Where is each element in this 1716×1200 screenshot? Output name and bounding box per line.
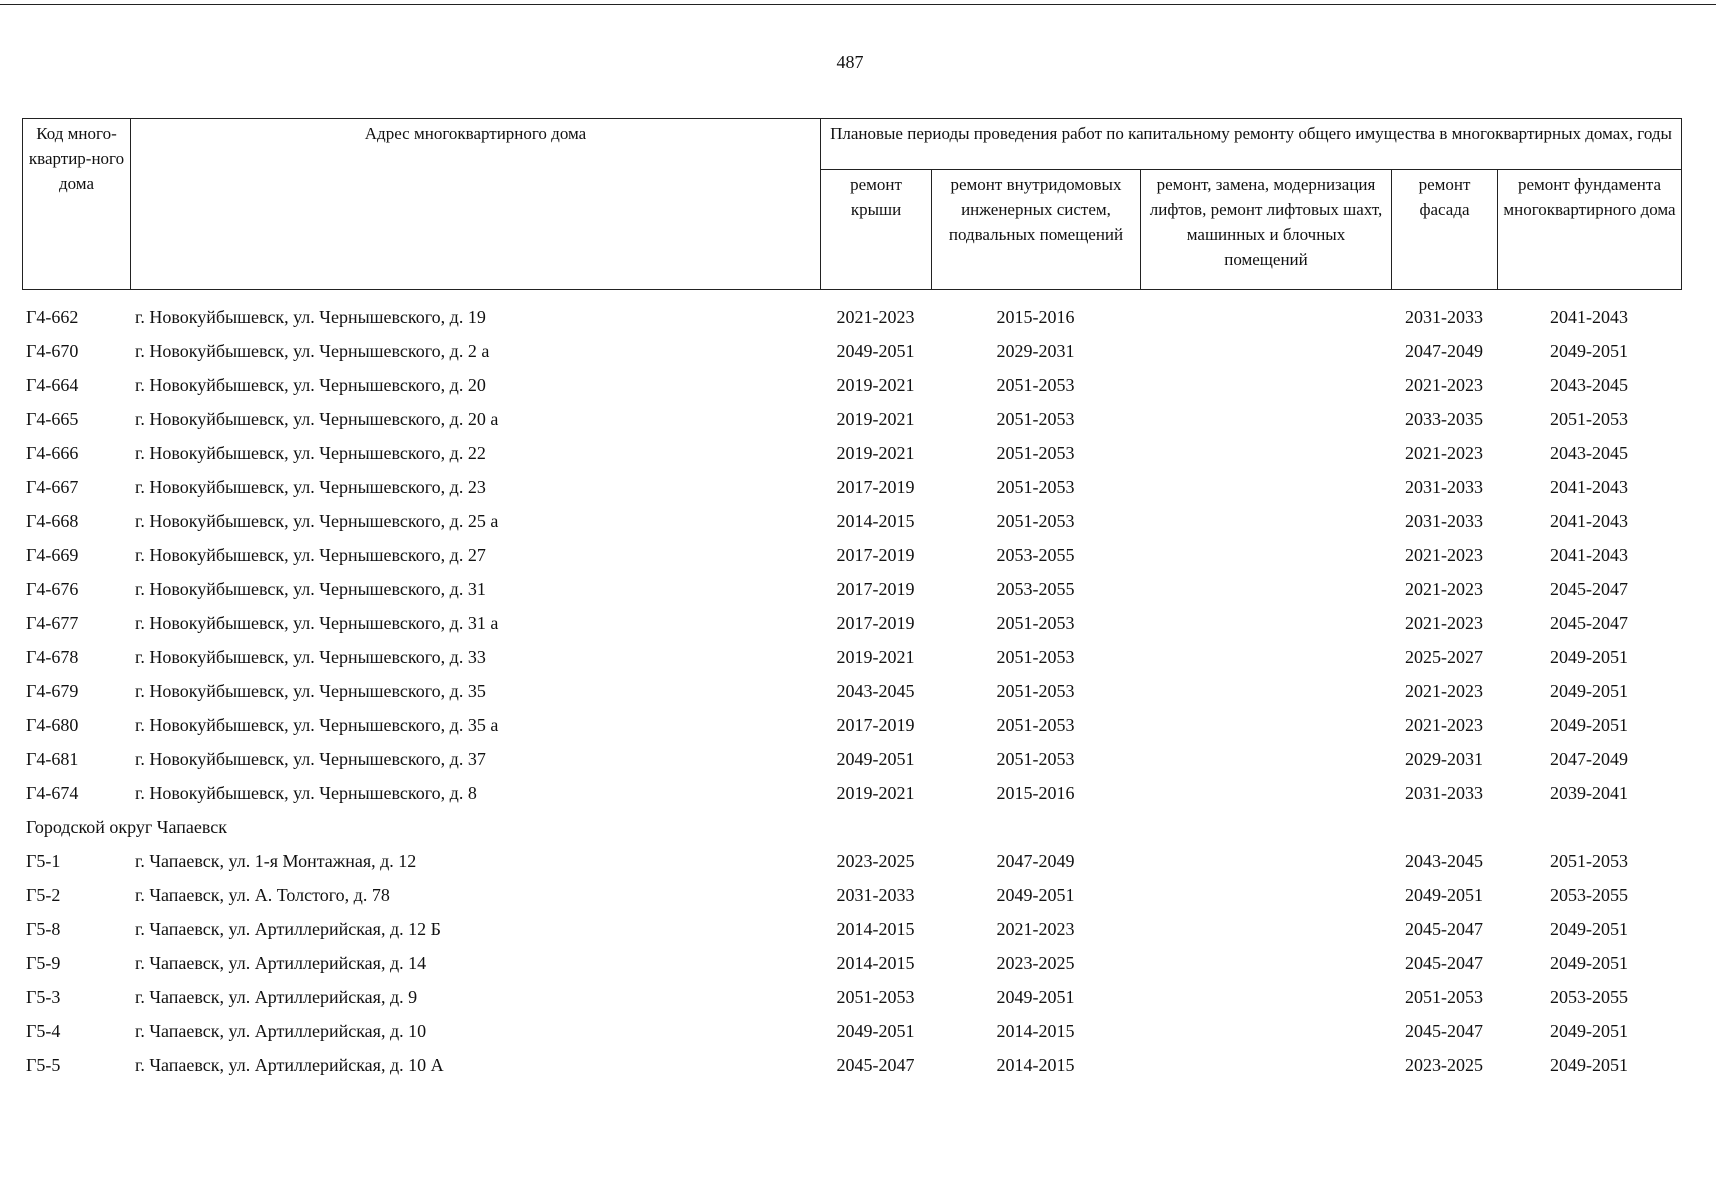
row-lifts-period xyxy=(1140,912,1391,946)
row-systems-period: 2023-2025 xyxy=(996,952,1075,973)
row-code: Г5-1 xyxy=(26,850,61,871)
row-roof-period: 2049-2051 xyxy=(836,340,915,361)
row-foundation-period: 2043-2045 xyxy=(1550,374,1628,395)
row-lifts-period xyxy=(1140,436,1391,470)
row-foundation-period: 2041-2043 xyxy=(1550,476,1628,497)
row-roof-period: 2017-2019 xyxy=(836,612,915,633)
row-systems-period: 2051-2053 xyxy=(996,408,1075,429)
row-address: г. Новокуйбышевск, ул. Чернышевского, д. 20 xyxy=(135,374,486,395)
row-roof-period: 2019-2021 xyxy=(836,646,915,667)
row-foundation-period: 2049-2051 xyxy=(1550,1054,1628,1075)
row-facade-period: 2021-2023 xyxy=(1405,578,1483,599)
row-systems-period: 2051-2053 xyxy=(996,680,1075,701)
row-code: Г4-664 xyxy=(26,374,79,395)
row-roof-period: 2043-2045 xyxy=(836,680,915,701)
table-row xyxy=(22,1048,1681,1082)
row-facade-period: 2021-2023 xyxy=(1405,612,1483,633)
row-systems-period: 2051-2053 xyxy=(996,442,1075,463)
row-code: Г5-8 xyxy=(26,918,61,939)
row-foundation-period: 2041-2043 xyxy=(1550,306,1628,327)
row-lifts-period xyxy=(1140,1048,1391,1082)
row-facade-period: 2021-2023 xyxy=(1405,680,1483,701)
table-row xyxy=(22,708,1681,742)
row-address: г. Чапаевск, ул. Артиллерийская, д. 14 xyxy=(135,952,427,973)
table-row xyxy=(22,878,1681,912)
row-lifts-period xyxy=(1140,606,1391,640)
row-foundation-period: 2049-2051 xyxy=(1550,340,1628,361)
row-facade-period: 2049-2051 xyxy=(1405,884,1483,905)
row-systems-period: 2053-2055 xyxy=(996,544,1075,565)
table-row xyxy=(22,844,1681,878)
row-foundation-period: 2043-2045 xyxy=(1550,442,1628,463)
row-roof-period: 2014-2015 xyxy=(836,510,915,531)
row-foundation-period: 2041-2043 xyxy=(1550,544,1628,565)
row-facade-period: 2045-2047 xyxy=(1405,918,1483,939)
row-systems-period: 2049-2051 xyxy=(996,986,1075,1007)
row-systems-period: 2047-2049 xyxy=(996,850,1075,871)
row-systems-period: 2051-2053 xyxy=(996,476,1075,497)
row-lifts-period xyxy=(1140,504,1391,538)
row-lifts-period xyxy=(1140,674,1391,708)
row-address: г. Чапаевск, ул. Артиллерийская, д. 12 Б xyxy=(135,918,441,939)
row-foundation-period: 2051-2053 xyxy=(1550,850,1628,871)
row-code: Г4-668 xyxy=(26,510,79,531)
row-address: г. Новокуйбышевск, ул. Чернышевского, д. 35 xyxy=(135,680,486,701)
row-address: г. Новокуйбышевск, ул. Чернышевского, д. 25 а xyxy=(135,510,499,531)
row-systems-period: 2051-2053 xyxy=(996,714,1075,735)
row-lifts-period xyxy=(1140,368,1391,402)
header-table xyxy=(22,118,1682,290)
row-facade-period: 2029-2031 xyxy=(1405,748,1483,769)
row-lifts-period xyxy=(1140,300,1391,334)
row-roof-period: 2017-2019 xyxy=(836,476,915,497)
row-address: г. Новокуйбышевск, ул. Чернышевского, д. 8 xyxy=(135,782,477,803)
row-facade-period: 2047-2049 xyxy=(1405,340,1483,361)
row-systems-period: 2021-2023 xyxy=(996,918,1075,939)
row-code: Г5-9 xyxy=(26,952,61,973)
row-roof-period: 2049-2051 xyxy=(836,1020,915,1041)
row-code: Г4-669 xyxy=(26,544,79,565)
table-row xyxy=(22,912,1681,946)
row-code: Г5-3 xyxy=(26,986,61,1007)
row-code: Г4-677 xyxy=(26,612,79,633)
row-facade-period: 2025-2027 xyxy=(1405,646,1483,667)
row-lifts-period xyxy=(1140,572,1391,606)
row-code: Г4-681 xyxy=(26,748,79,769)
row-code: Г4-674 xyxy=(26,782,79,803)
row-systems-period: 2015-2016 xyxy=(996,782,1075,803)
table-row xyxy=(22,742,1681,776)
row-lifts-period xyxy=(1140,776,1391,810)
header-lifts: ремонт, замена, модернизация лифтов, ремонт лифтовых шахт, машинных и блочных помещений xyxy=(1141,169,1392,289)
row-foundation-period: 2047-2049 xyxy=(1550,748,1628,769)
table-row xyxy=(22,572,1681,606)
row-lifts-period xyxy=(1140,742,1391,776)
row-foundation-period: 2049-2051 xyxy=(1550,1020,1628,1041)
row-systems-period: 2015-2016 xyxy=(996,306,1075,327)
row-lifts-period xyxy=(1140,402,1391,436)
table-row xyxy=(22,776,1681,810)
row-address: г. Чапаевск, ул. Артиллерийская, д. 10 А xyxy=(135,1054,444,1075)
row-facade-period: 2031-2033 xyxy=(1405,476,1483,497)
table-row xyxy=(22,402,1681,436)
row-systems-period: 2029-2031 xyxy=(996,340,1075,361)
header-systems: ремонт внутридомовых инженерных систем, подвальных помещений xyxy=(932,169,1141,289)
row-systems-period: 2014-2015 xyxy=(996,1054,1075,1075)
row-lifts-period xyxy=(1140,640,1391,674)
row-foundation-period: 2049-2051 xyxy=(1550,918,1628,939)
row-foundation-period: 2049-2051 xyxy=(1550,646,1628,667)
row-code: Г4-666 xyxy=(26,442,79,463)
header-facade: ремонт фасада xyxy=(1392,169,1498,289)
row-facade-period: 2045-2047 xyxy=(1405,1020,1483,1041)
header-foundation: ремонт фундамента многоквартирного дома xyxy=(1498,169,1682,289)
row-foundation-period: 2049-2051 xyxy=(1550,952,1628,973)
row-address: г. Чапаевск, ул. Артиллерийская, д. 9 xyxy=(135,986,418,1007)
row-address: г. Новокуйбышевск, ул. Чернышевского, д. 20 а xyxy=(135,408,499,429)
row-foundation-period: 2041-2043 xyxy=(1550,510,1628,531)
section-row xyxy=(22,810,1681,844)
row-facade-period: 2033-2035 xyxy=(1405,408,1483,429)
row-code: Г4-679 xyxy=(26,680,79,701)
row-facade-period: 2043-2045 xyxy=(1405,850,1483,871)
row-roof-period: 2051-2053 xyxy=(836,986,915,1007)
header-code: Код много-квартир-ного дома xyxy=(23,119,131,290)
row-foundation-period: 2045-2047 xyxy=(1550,612,1628,633)
table-row xyxy=(22,300,1681,334)
row-foundation-period: 2045-2047 xyxy=(1550,578,1628,599)
row-roof-period: 2021-2023 xyxy=(836,306,915,327)
row-address: г. Новокуйбышевск, ул. Чернышевского, д. 19 xyxy=(135,306,486,327)
row-code: Г4-665 xyxy=(26,408,79,429)
row-roof-period: 2014-2015 xyxy=(836,918,915,939)
row-foundation-period: 2053-2055 xyxy=(1550,986,1628,1007)
row-address: г. Новокуйбышевск, ул. Чернышевского, д. 31 xyxy=(135,578,486,599)
table-row xyxy=(22,436,1681,470)
table-row xyxy=(22,980,1681,1014)
row-roof-period: 2031-2033 xyxy=(836,884,915,905)
row-code: Г4-676 xyxy=(26,578,79,599)
row-roof-period: 2019-2021 xyxy=(836,782,915,803)
row-lifts-period xyxy=(1140,708,1391,742)
row-facade-period: 2021-2023 xyxy=(1405,442,1483,463)
row-code: Г5-5 xyxy=(26,1054,61,1075)
row-code: Г4-667 xyxy=(26,476,79,497)
table-row xyxy=(22,1014,1681,1048)
row-roof-period: 2019-2021 xyxy=(836,408,915,429)
page-number: 487 xyxy=(836,52,864,72)
row-roof-period: 2014-2015 xyxy=(836,952,915,973)
row-code: Г5-2 xyxy=(26,884,61,905)
header-address: Адрес многоквартирного дома xyxy=(131,119,821,290)
row-lifts-period xyxy=(1140,980,1391,1014)
row-address: г. Новокуйбышевск, ул. Чернышевского, д. 23 xyxy=(135,476,486,497)
header-periods-group: Плановые периоды проведения работ по капитальному ремонту общего имущества в многоквартирных домах, годы xyxy=(821,119,1682,170)
row-facade-period: 2031-2033 xyxy=(1405,510,1483,531)
row-foundation-period: 2039-2041 xyxy=(1550,782,1628,803)
row-address: г. Новокуйбышевск, ул. Чернышевского, д. 2 а xyxy=(135,340,490,361)
row-systems-period: 2051-2053 xyxy=(996,612,1075,633)
row-foundation-period: 2049-2051 xyxy=(1550,714,1628,735)
data-body xyxy=(22,300,1681,1082)
table-row xyxy=(22,368,1681,402)
row-systems-period: 2051-2053 xyxy=(996,374,1075,395)
row-lifts-period xyxy=(1140,946,1391,980)
row-foundation-period: 2051-2053 xyxy=(1550,408,1628,429)
row-facade-period: 2031-2033 xyxy=(1405,782,1483,803)
row-systems-period: 2014-2015 xyxy=(996,1020,1075,1041)
row-lifts-period xyxy=(1140,878,1391,912)
row-roof-period: 2019-2021 xyxy=(836,442,915,463)
row-roof-period: 2017-2019 xyxy=(836,544,915,565)
table-row xyxy=(22,640,1681,674)
row-facade-period: 2021-2023 xyxy=(1405,374,1483,395)
table-row xyxy=(22,504,1681,538)
row-address: г. Новокуйбышевск, ул. Чернышевского, д. 31 а xyxy=(135,612,499,633)
table-row xyxy=(22,674,1681,708)
row-roof-period: 2019-2021 xyxy=(836,374,915,395)
row-code: Г4-670 xyxy=(26,340,79,361)
row-facade-period: 2031-2033 xyxy=(1405,306,1483,327)
row-address: г. Новокуйбышевск, ул. Чернышевского, д. 27 xyxy=(135,544,486,565)
row-address: г. Чапаевск, ул. Артиллерийская, д. 10 xyxy=(135,1020,427,1041)
row-facade-period: 2023-2025 xyxy=(1405,1054,1483,1075)
row-address: г. Новокуйбышевск, ул. Чернышевского, д. 33 xyxy=(135,646,486,667)
row-systems-period: 2051-2053 xyxy=(996,748,1075,769)
data-table xyxy=(22,300,1681,1082)
row-roof-period: 2017-2019 xyxy=(836,578,915,599)
row-lifts-period xyxy=(1140,470,1391,504)
row-systems-period: 2053-2055 xyxy=(996,578,1075,599)
row-lifts-period xyxy=(1140,1014,1391,1048)
row-address: г. Новокуйбышевск, ул. Чернышевского, д. 35 а xyxy=(135,714,499,735)
row-systems-period: 2049-2051 xyxy=(996,884,1075,905)
row-roof-period: 2023-2025 xyxy=(836,850,915,871)
table-row xyxy=(22,946,1681,980)
row-lifts-period xyxy=(1140,538,1391,572)
row-code: Г4-662 xyxy=(26,306,79,327)
row-code: Г4-678 xyxy=(26,646,79,667)
row-foundation-period: 2049-2051 xyxy=(1550,680,1628,701)
table-row xyxy=(22,606,1681,640)
row-systems-period: 2051-2053 xyxy=(996,646,1075,667)
row-lifts-period xyxy=(1140,334,1391,368)
row-address: г. Чапаевск, ул. 1-я Монтажная, д. 12 xyxy=(135,850,417,871)
table-row xyxy=(22,470,1681,504)
row-address: г. Новокуйбышевск, ул. Чернышевского, д. 37 xyxy=(135,748,486,769)
row-code: Г4-680 xyxy=(26,714,79,735)
row-roof-period: 2017-2019 xyxy=(836,714,915,735)
top-border-line xyxy=(0,4,1716,5)
row-code: Г5-4 xyxy=(26,1020,61,1041)
row-systems-period: 2051-2053 xyxy=(996,510,1075,531)
row-lifts-period xyxy=(1140,844,1391,878)
table-row xyxy=(22,334,1681,368)
row-facade-period: 2045-2047 xyxy=(1405,952,1483,973)
header-roof: ремонт крыши xyxy=(821,169,932,289)
row-facade-period: 2021-2023 xyxy=(1405,544,1483,565)
row-roof-period: 2045-2047 xyxy=(836,1054,915,1075)
row-foundation-period: 2053-2055 xyxy=(1550,884,1628,905)
section-title: Городской округ Чапаевск xyxy=(26,816,227,837)
row-address: г. Новокуйбышевск, ул. Чернышевского, д. 22 xyxy=(135,442,486,463)
row-facade-period: 2051-2053 xyxy=(1405,986,1483,1007)
row-address: г. Чапаевск, ул. А. Толстого, д. 78 xyxy=(135,884,390,905)
row-facade-period: 2021-2023 xyxy=(1405,714,1483,735)
table-row xyxy=(22,538,1681,572)
row-roof-period: 2049-2051 xyxy=(836,748,915,769)
